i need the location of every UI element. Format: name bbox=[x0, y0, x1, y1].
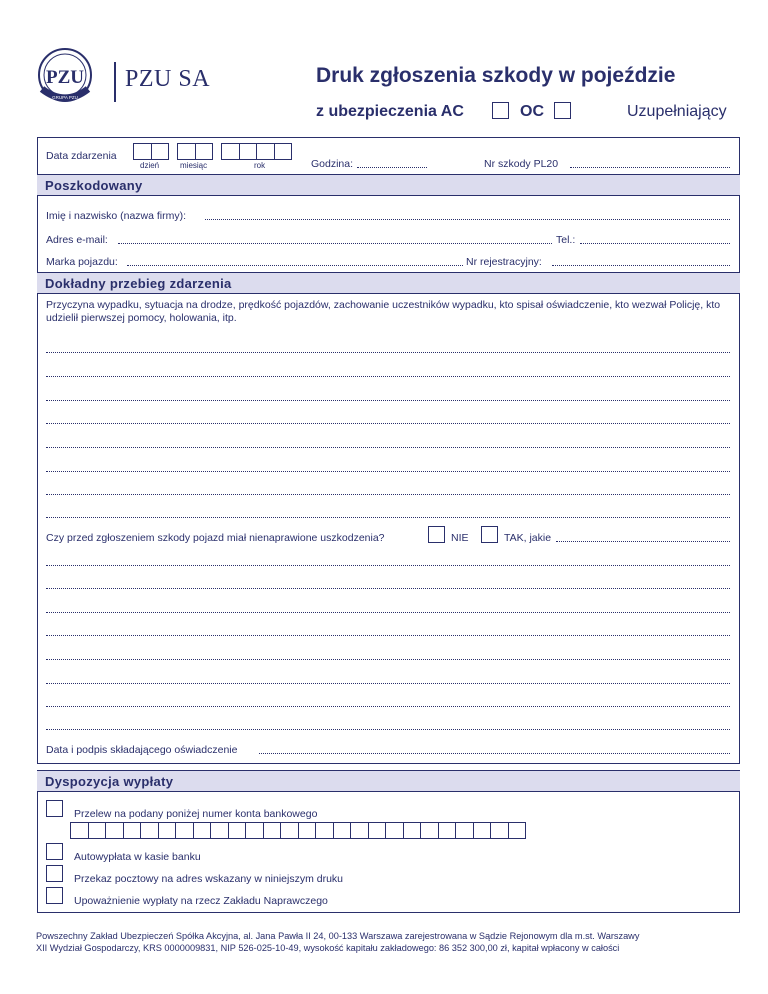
email-label: Adres e-mail: bbox=[46, 234, 108, 246]
payment-cash-label: Autowypłata w kasie banku bbox=[74, 851, 201, 863]
date-label: Data zdarzenia bbox=[46, 150, 117, 162]
brand-name: PZU SA bbox=[125, 66, 211, 92]
account-digit-cell[interactable] bbox=[193, 822, 212, 839]
damage-line[interactable] bbox=[46, 565, 730, 566]
subtitle-supplementary: Uzupełniający bbox=[627, 103, 727, 120]
course-instruction: Przyczyna wypadku, sytuacja na drodze, prędkość pojazdów, zachowanie uczestników wypadku, kto spisał oświadczenie, kto wezwał Policję, kto udzielił pierwszej pomocy, holowania, itp. bbox=[46, 299, 721, 324]
account-digit-cell[interactable] bbox=[333, 822, 352, 839]
subtitle-oc: OC bbox=[520, 103, 544, 120]
subtitle-ac: z ubezpieczenia AC bbox=[316, 103, 464, 120]
day-caption: dzień bbox=[140, 161, 160, 170]
section-payment-heading: Dyspozycja wypłaty bbox=[37, 770, 740, 792]
claim-number-field[interactable] bbox=[570, 158, 730, 168]
month-caption: miesiąc bbox=[180, 161, 208, 170]
account-digit-cell[interactable] bbox=[473, 822, 492, 839]
claim-form-frame bbox=[37, 137, 740, 764]
prior-damage-no-checkbox[interactable] bbox=[428, 526, 445, 543]
signature-field[interactable] bbox=[259, 744, 730, 754]
day-cells[interactable] bbox=[133, 143, 168, 160]
account-digit-cell[interactable] bbox=[123, 822, 142, 839]
prior-damage-question: Czy przed zgłoszeniem szkody pojazd miał nienaprawione uszkodzenia? bbox=[46, 532, 385, 544]
section-course-heading: Dokładny przebieg zdarzenia bbox=[37, 272, 740, 294]
description-line[interactable] bbox=[46, 423, 730, 424]
phone-label: Tel.: bbox=[556, 234, 576, 246]
account-digit-cell[interactable] bbox=[245, 822, 264, 839]
ac-checkbox[interactable] bbox=[492, 102, 509, 119]
description-line[interactable] bbox=[46, 376, 730, 377]
pzu-seal-icon bbox=[30, 45, 100, 110]
payment-postal-label: Przekaz pocztowy na adres wskazany w niniejszym druku bbox=[74, 873, 344, 885]
account-digit-cell[interactable] bbox=[350, 822, 369, 839]
name-field[interactable] bbox=[205, 210, 730, 220]
damage-line[interactable] bbox=[46, 612, 730, 613]
damage-line[interactable] bbox=[46, 706, 730, 707]
account-digit-cell[interactable] bbox=[210, 822, 229, 839]
vehicle-label: Marka pojazdu: bbox=[46, 256, 118, 268]
account-digit-cell[interactable] bbox=[228, 822, 247, 839]
payment-workshop-label: Upoważnienie wypłaty na rzecz Zakładu Naprawczego bbox=[74, 895, 328, 907]
year-cells[interactable] bbox=[221, 143, 291, 160]
damage-line[interactable] bbox=[46, 683, 730, 684]
svg-text:GRUPA PZU: GRUPA PZU bbox=[52, 95, 78, 100]
vehicle-field[interactable] bbox=[127, 256, 463, 266]
email-field[interactable] bbox=[118, 234, 552, 244]
hour-label: Godzina: bbox=[311, 158, 354, 170]
prior-damage-yes-checkbox[interactable] bbox=[481, 526, 498, 543]
footer-line-1: Powszechny Zakład Ubezpieczeń Spółka Akcyjna, al. Jana Pawła II 24, 00-133 Warszawa zarejestrowana w Sądzie Rejonowym dla m.st. Warszawy bbox=[36, 931, 640, 941]
hour-field[interactable] bbox=[357, 158, 427, 168]
payment-workshop-checkbox[interactable] bbox=[46, 887, 63, 904]
account-digit-cell[interactable] bbox=[420, 822, 439, 839]
payment-transfer-checkbox[interactable] bbox=[46, 800, 63, 817]
signature-label: Data i podpis składającego oświadczenie bbox=[46, 744, 238, 756]
registration-label: Nr rejestracyjny: bbox=[466, 256, 542, 268]
account-digit-cell[interactable] bbox=[175, 822, 194, 839]
account-digit-cell[interactable] bbox=[140, 822, 159, 839]
damage-line[interactable] bbox=[46, 729, 730, 730]
payment-postal-checkbox[interactable] bbox=[46, 865, 63, 882]
payment-cash-checkbox[interactable] bbox=[46, 843, 63, 860]
account-digit-cell[interactable] bbox=[438, 822, 457, 839]
description-line[interactable] bbox=[46, 494, 730, 495]
oc-checkbox[interactable] bbox=[554, 102, 571, 119]
damage-line[interactable] bbox=[46, 635, 730, 636]
description-line[interactable] bbox=[46, 400, 730, 401]
damage-line[interactable] bbox=[46, 659, 730, 660]
account-digit-cell[interactable] bbox=[263, 822, 282, 839]
prior-damage-yes-label: TAK, jakie bbox=[504, 532, 552, 544]
account-digit-cell[interactable] bbox=[368, 822, 387, 839]
account-digit-cell[interactable] bbox=[385, 822, 404, 839]
account-digit-cell[interactable] bbox=[298, 822, 317, 839]
claim-number-label: Nr szkody PL20 bbox=[484, 158, 559, 170]
account-digit-cell[interactable] bbox=[315, 822, 334, 839]
description-line[interactable] bbox=[46, 352, 730, 353]
description-line[interactable] bbox=[46, 517, 730, 518]
prior-damage-details-field[interactable] bbox=[556, 532, 730, 542]
name-label: Imię i nazwisko (nazwa firmy): bbox=[46, 210, 187, 222]
account-digit-cell[interactable] bbox=[403, 822, 422, 839]
page-title: Druk zgłoszenia szkody w pojeździe bbox=[316, 64, 676, 87]
account-digit-cell[interactable] bbox=[105, 822, 124, 839]
logo-separator bbox=[114, 62, 116, 102]
registration-field[interactable] bbox=[552, 256, 730, 266]
month-cells[interactable] bbox=[177, 143, 212, 160]
prior-damage-no-label: NIE bbox=[451, 532, 469, 544]
account-digit-cell[interactable] bbox=[508, 822, 527, 839]
account-digit-cell[interactable] bbox=[455, 822, 474, 839]
legal-footer bbox=[36, 930, 736, 954]
year-caption: rok bbox=[254, 161, 266, 170]
account-digit-cell[interactable] bbox=[70, 822, 89, 839]
account-digit-cell[interactable] bbox=[280, 822, 299, 839]
footer-line-2: XII Wydział Gospodarczy, KRS 0000009831, NIP 526-025-10-49, wysokość kapitału zakładowego: 86 352 300,00 zł, kapitał wpłacony w całości bbox=[36, 943, 620, 953]
bank-account-cells[interactable] bbox=[70, 822, 525, 839]
description-line[interactable] bbox=[46, 447, 730, 448]
section-injured-heading: Poszkodowany bbox=[37, 174, 740, 196]
payment-transfer-label: Przelew na podany poniżej numer konta bankowego bbox=[74, 808, 318, 820]
account-digit-cell[interactable] bbox=[158, 822, 177, 839]
account-digit-cell[interactable] bbox=[88, 822, 107, 839]
phone-field[interactable] bbox=[580, 234, 730, 244]
svg-text:PZU: PZU bbox=[46, 67, 84, 88]
damage-line[interactable] bbox=[46, 588, 730, 589]
account-digit-cell[interactable] bbox=[490, 822, 509, 839]
pzu-logo bbox=[30, 45, 100, 110]
description-line[interactable] bbox=[46, 471, 730, 472]
